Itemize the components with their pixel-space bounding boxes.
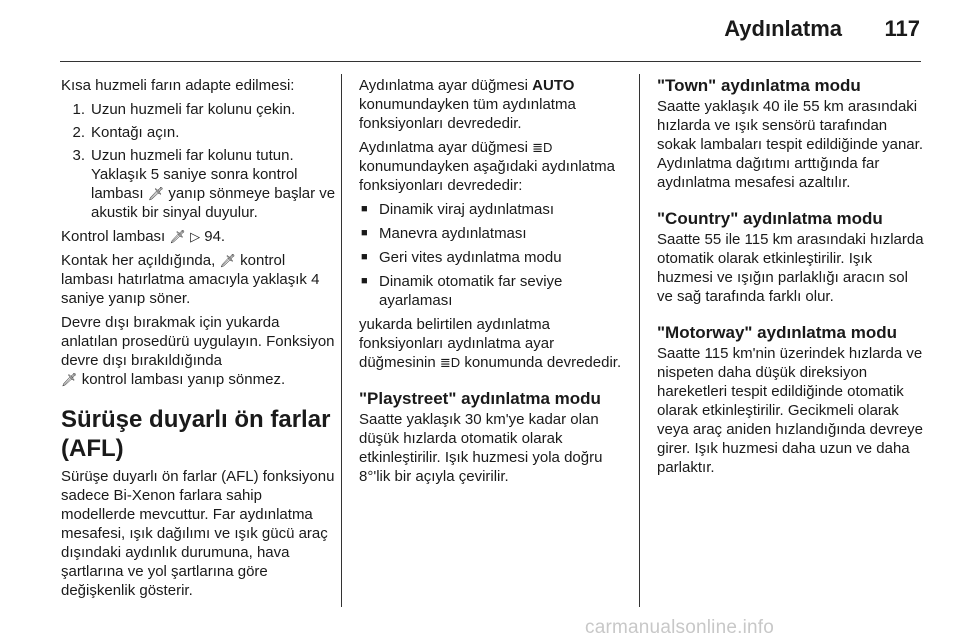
list-item — [359, 224, 629, 243]
intro-text: Kısa huzmeli farın adapte edilmesi: — [61, 77, 295, 94]
afl-lamp-icon: 🗡 — [219, 253, 236, 268]
list-item — [359, 248, 629, 267]
section-heading-afl: Sürüşe duyarlı ön farlar (AFL) — [61, 406, 331, 462]
column-2 — [359, 76, 629, 491]
auto-text — [359, 76, 629, 133]
bullet-icon: ■ — [361, 227, 368, 239]
column-divider-1 — [341, 74, 342, 607]
disable-text — [61, 313, 336, 389]
list-item-text: Geri vites aydınlatma modu — [379, 249, 562, 266]
list-item — [61, 123, 336, 142]
list-item — [359, 200, 629, 219]
low-beam-icon: ≣D — [532, 140, 553, 155]
contact-text-a: Kontak her açıldığında, — [61, 252, 216, 269]
step-number: 3. — [72, 147, 85, 164]
functions-list — [359, 200, 629, 310]
list-item — [61, 146, 336, 222]
playstreet-description: Saatte yaklaşık 30 km'ye kadar olan düşük hızlarda otomatik olarak etkinleştirilir. Işık huzmesi yola doğru 8°'lik bir açıyla çevirilir. — [359, 411, 603, 485]
list-item-text: Manevra aydınlatması — [379, 225, 527, 242]
section-heading-town: "Town" aydınlatma modu — [657, 76, 861, 95]
lowbeam-text — [359, 138, 629, 195]
contact-text-b: kontrol lambası hatırlatma amacıyla yaklaşık 4 saniye yanıp söner. — [61, 252, 320, 307]
motorway-description: Saatte 115 km'nin üzerindek hızlarda ve nispeten daha düşük direksiyon hareketleri tespit edildiğinde otomatik olarak etkinleştirilir. Gecikmeli olarak veya araç aniden hızlandığında devreye girer. Işık huzmesi daha uzun ve daha parlaktır. — [657, 345, 924, 476]
active-text — [359, 315, 629, 372]
list-item-text: Dinamik otomatik far seviye ayarlaması — [379, 273, 563, 309]
page-header — [0, 0, 960, 62]
column-3 — [657, 76, 927, 482]
step-text — [91, 146, 336, 222]
steps-list — [61, 100, 336, 222]
column-1 — [61, 76, 336, 605]
step-text: Uzun huzmeli far kolunu çekin. — [91, 101, 296, 118]
section-heading-motorway: "Motorway" aydınlatma modu — [657, 323, 897, 342]
section-heading-country: "Country" aydınlatma modu — [657, 209, 883, 228]
town-description: Saatte yaklaşık 40 ile 55 km arasındaki hızlarda ve ışık sensörü tarafından sokak lambaları tespit edildiğinde yanar. Aydınlatma dağıtımı arttığında far aydınlatma mesafesi azaltılır. — [657, 98, 923, 191]
watermark: carmanualsonline.info — [585, 617, 775, 638]
lowbeam-text-a: Aydınlatma ayar düğmesi — [359, 139, 528, 156]
contact-text — [61, 251, 336, 308]
lowbeam-text-b: konumundayken aşağıdaki aydınlatma fonksiyonları devrededir: — [359, 158, 615, 194]
active-text-a: yukarda belirtilen aydınlatma fonksiyonları aydınlatma ayar düğmesinin — [359, 316, 555, 371]
disable-text-a: Devre dışı bırakmak için yukarda anlatılan prosedürü uygulayın. Fonksiyon devre dışı bırakıldığında — [61, 314, 335, 369]
step-text-b: yanıp sönmeye başlar ve akustik bir sinyal duyulur. — [91, 185, 336, 221]
section-heading-playstreet: "Playstreet" aydınlatma modu — [359, 389, 601, 408]
control-lamp-label: Kontrol lambası — [61, 228, 166, 245]
page-reference: 94. — [204, 228, 226, 245]
afl-lamp-icon: 🗡 — [147, 186, 165, 201]
auto-text-a: Aydınlatma ayar düğmesi — [359, 77, 528, 94]
bullet-icon: ■ — [361, 203, 368, 215]
step-number: 1. — [72, 101, 85, 118]
page-title: Aydınlatma — [724, 16, 842, 41]
low-beam-icon: ≣D — [439, 355, 461, 370]
afl-lamp-icon: 🗡 — [61, 372, 78, 387]
page-number: 117 — [884, 16, 920, 41]
afl-lamp-icon: 🗡 — [169, 229, 186, 244]
country-description: Saatte 55 ile 115 km arasındaki hızlarda otomatik olarak etkinleştirilir. Işık huzmesi ve ışığın parlaklığı aracın sol ve sağ tarafında farklı olur. — [657, 231, 924, 305]
afl-description: Sürüşe duyarlı ön farlar (AFL) fonksiyonu sadece Bi-Xenon farlara sahip modellerde mevcuttur. Far aydınlatma mesafesi, ışık dağılımı ve ışık gücü araç dışındaki aydınlık durumuna, hava şartlarına ve yol şartlarına göre değişkenlik gösterir. — [61, 468, 335, 599]
bullet-icon: ■ — [361, 275, 368, 287]
page-ref-icon: ▷ — [190, 229, 201, 244]
bullet-icon: ■ — [361, 251, 368, 263]
control-lamp-text — [61, 227, 336, 246]
list-item-text: Dinamik viraj aydınlatması — [379, 201, 555, 218]
column-divider-2 — [639, 74, 640, 607]
step-number: 2. — [72, 124, 85, 141]
list-item — [359, 272, 629, 310]
step-text: Kontağı açın. — [91, 124, 180, 141]
header-divider — [60, 61, 921, 62]
active-text-b: konumunda devrededir. — [464, 354, 622, 371]
list-item — [61, 100, 336, 119]
auto-text-b: konumundayken tüm aydınlatma fonksiyonları devrededir. — [359, 96, 576, 132]
step-text-a: Uzun huzmeli far kolunu tutun. Yaklaşık 5 saniye sonra kontrol lambası — [91, 147, 298, 202]
disable-text-b: kontrol lambası yanıp sönmez. — [81, 371, 286, 388]
auto-label: AUTO — [532, 77, 575, 94]
